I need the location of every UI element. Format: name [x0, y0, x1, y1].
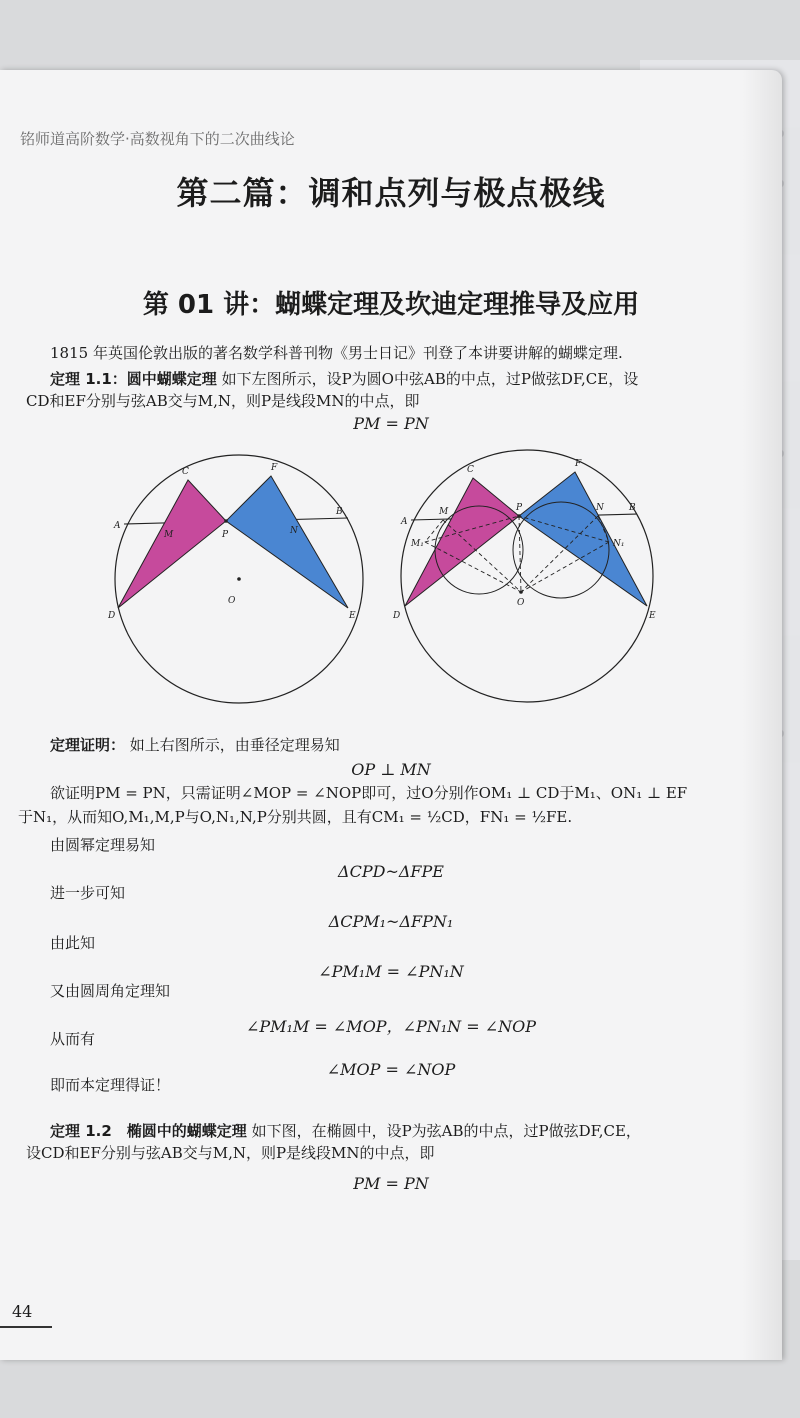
triangle-fpe — [519, 472, 647, 606]
proof-line-1: 欲证明PM = PN，只需证明∠MOP = ∠NOP即可，过O分别作OM₁ ⊥ CD于M₁、ON₁ ⊥ EF — [50, 784, 688, 802]
label-m: M — [164, 530, 174, 540]
point-p — [224, 519, 228, 523]
proof-formula-4: ∠PM₁M = ∠PN₁N — [318, 962, 464, 981]
lecture-title: 第 01 讲：蝴蝶定理及坎迪定理推导及应用 — [142, 290, 640, 320]
label-p: P — [516, 503, 523, 513]
point-p — [517, 514, 521, 518]
theorem1-line1 — [50, 368, 780, 390]
theorem2-formula: PM = PN — [353, 1174, 429, 1193]
theorem2-line1 — [50, 1120, 780, 1142]
label-e: E — [649, 611, 656, 621]
intro-paragraph: 1815 年英国伦敦出版的著名数学科普刊物《男士日记》刊登了本讲要讲解的蝴蝶定理. — [50, 344, 623, 362]
theorem1-label: 定理 1.1：圆中蝴蝶定理 — [50, 370, 217, 388]
proof-formula-5: ∠PM₁M = ∠MOP，∠PN₁N = ∠NOP — [245, 1017, 537, 1036]
proof-step-1: 由圆幂定理易知 — [50, 836, 156, 854]
book-page — [0, 70, 782, 1360]
label-m: M — [439, 507, 449, 517]
label-c: C — [467, 465, 474, 475]
point-o — [519, 590, 523, 594]
proof-step-5: 从而有 — [50, 1030, 96, 1048]
label-a: A — [401, 517, 408, 527]
label-f: F — [575, 459, 582, 469]
triangle-cpd — [118, 480, 226, 608]
proof-intro: 如上右图所示，由垂径定理易知 — [129, 736, 340, 754]
proof-step-6: 即而本定理得证！ — [50, 1076, 171, 1094]
label-p: P — [222, 530, 229, 540]
proof-step-2: 进一步可知 — [50, 884, 126, 902]
proof-formula-1: OP ⊥ MN — [351, 760, 431, 779]
theorem1-formula: PM = PN — [353, 414, 429, 433]
label-c: C — [182, 467, 189, 477]
label-b: B — [629, 503, 636, 513]
point-o — [237, 577, 241, 581]
figure-left-circle-butterfly — [108, 448, 370, 710]
label-o: O — [228, 596, 236, 606]
theorem1-text-a: 如下左图所示，设P为圆O中弦AB的中点，过P做弦DF,CE，设 — [221, 370, 639, 388]
label-n: N — [290, 526, 298, 536]
label-e: E — [349, 611, 356, 621]
triangle-fpe — [226, 476, 348, 608]
theorem2-text-b: 设CD和EF分别与弦AB交与M,N，则P是线段MN的中点，即 — [26, 1144, 435, 1162]
theorem2-label: 定理 1.2 椭圆中的蝴蝶定理 — [50, 1122, 247, 1140]
page-number: 44 — [12, 1302, 33, 1321]
theorem1-text-b: CD和EF分别与弦AB交与M,N，则P是线段MN的中点，即 — [26, 392, 420, 410]
proof-formula-6: ∠MOP = ∠NOP — [326, 1060, 456, 1079]
label-m1: M₁ — [411, 539, 424, 549]
proof-step-4: 又由圆周角定理知 — [50, 982, 171, 1000]
label-a: A — [114, 521, 121, 531]
proof-intro-line — [50, 734, 770, 756]
label-n: N — [596, 503, 604, 513]
proof-step-3: 由此知 — [50, 934, 96, 952]
theorem2-text-a: 如下图，在椭圆中，设P为弦AB的中点，过P做弦DF,CE， — [251, 1122, 641, 1140]
label-o: O — [517, 598, 525, 608]
proof-line-2: 于N₁，从而知O,M₁,M,P与O,N₁,N,P分别共圆，且有CM₁ = ½CD，FN₁ = ½FE. — [18, 808, 573, 826]
proof-formula-3: ΔCPM₁~ΔFPN₁ — [328, 912, 454, 931]
label-d: D — [108, 611, 116, 621]
label-d: D — [393, 611, 401, 621]
label-f: F — [271, 463, 278, 473]
page-number-rule — [0, 1326, 52, 1328]
running-header: 铭师道高阶数学·高数视角下的二次曲线论 — [20, 130, 295, 148]
figure-right-circle-butterfly-proof — [393, 442, 661, 710]
label-b: B — [336, 507, 343, 517]
label-n1: N₁ — [613, 539, 625, 549]
part-title: 第二篇：调和点列与极点极线 — [176, 174, 606, 212]
proof-formula-2: ΔCPD~ΔFPE — [338, 862, 444, 881]
proof-label: 定理证明： — [50, 736, 126, 754]
